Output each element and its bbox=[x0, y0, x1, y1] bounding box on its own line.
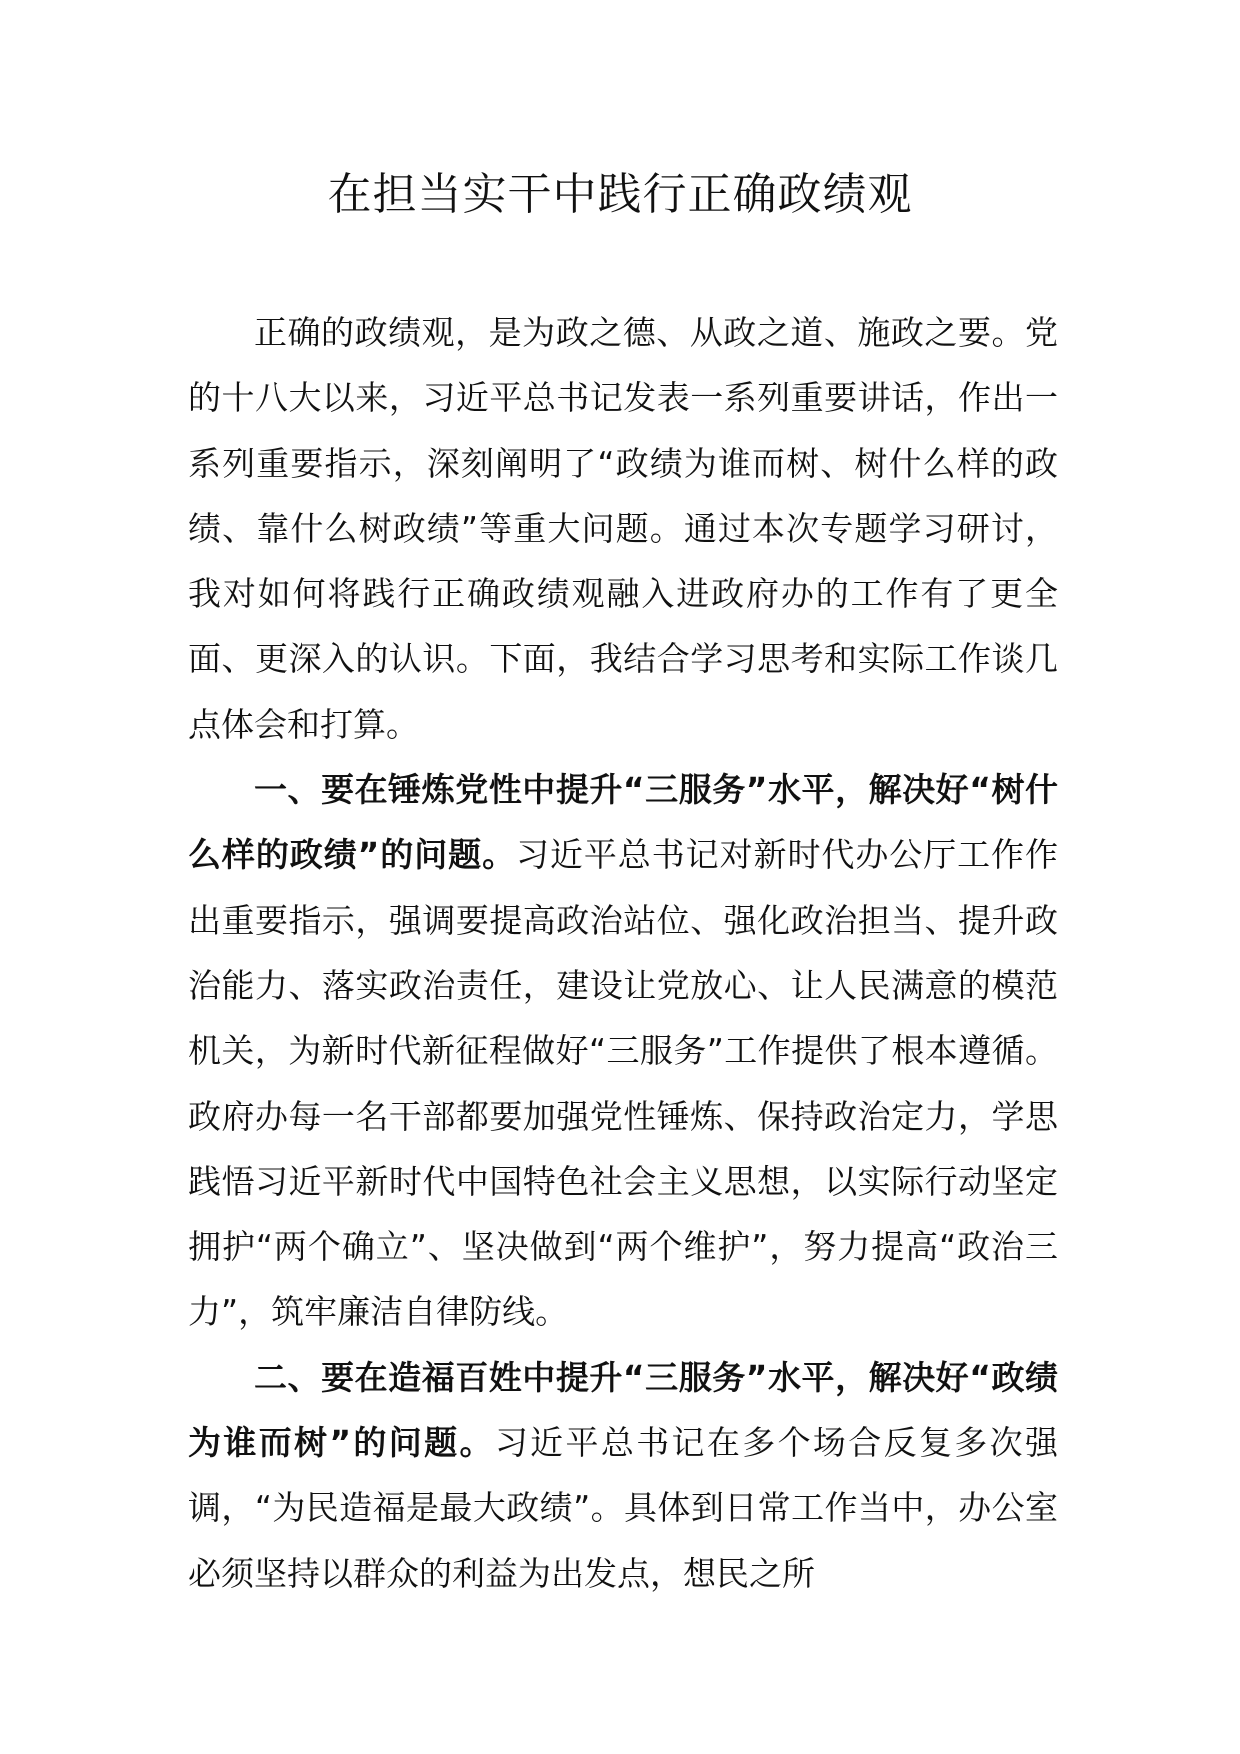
paragraph-point-two bbox=[188, 1345, 1058, 1606]
document-body bbox=[188, 300, 1058, 1606]
paragraph-intro bbox=[188, 300, 1058, 757]
page-title: 在担当实干中践行正确政绩观 bbox=[327, 169, 913, 220]
paragraph-text: 习近平总书记在多个场合反复多次强调，“为民造福是最大政绩”。具体到日常工作当中，办公室必须坚持以群众的利益为出发点，想民之所 bbox=[188, 1423, 1058, 1593]
paragraph-lead: 一、要在锤炼党性中提升“三服务”水平，解决好“树什么样的政绩”的问题。 bbox=[188, 770, 1058, 875]
paragraph-point-one bbox=[188, 757, 1058, 1345]
paragraph-text: 正确的政绩观，是为政之德、从政之道、施政之要。党的十八大以来，习近平总书记发表一系列重要讲话，作出一系列重要指示，深刻阐明了“政绩为谁而树、树什么样的政绩、靠什么树政绩”等重大问题。通过本次专题学习研讨，我对如何将践行正确政绩观融入进政府办的工作有了更全面、更深入的认识。下面，我结合学习思考和实际工作谈几点体会和打算。 bbox=[188, 313, 1058, 744]
paragraph-lead: 二、要在造福百姓中提升“三服务”水平，解决好“政绩为谁而树”的问题。 bbox=[188, 1357, 1058, 1463]
paragraph-text: 习近平总书记对新时代办公厅工作作出重要指示，强调要提高政治站位、强化政治担当、提升政治能力、落实政治责任，建设让党放心、让人民满意的模范机关，为新时代新征程做好“三服务”工作提供了根本遵循。政府办每一名干部都要加强党性锤炼、保持政治定力，学思践悟习近平新时代中国特色社会主义思想，以实际行动坚定拥护“两个确立”、坚决做到“两个维护”，努力提高“政治三力”，筑牢廉洁自律防线。 bbox=[188, 835, 1058, 1332]
